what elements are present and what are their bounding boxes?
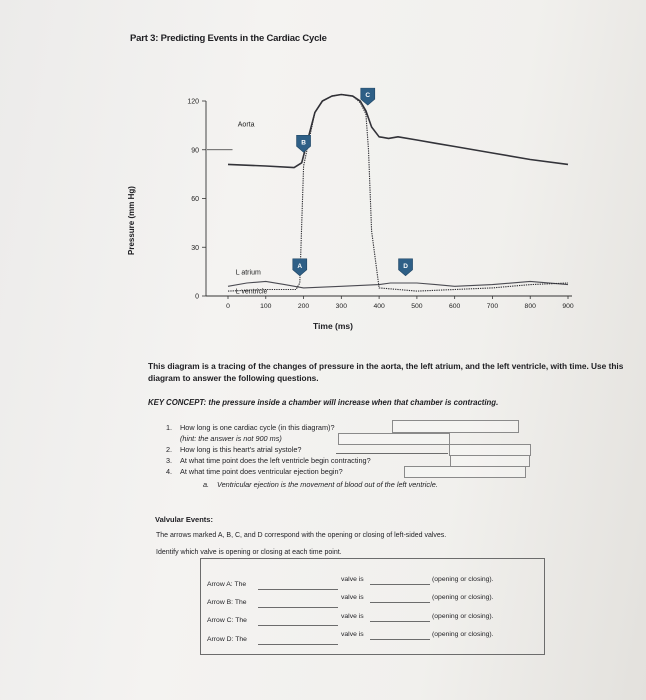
valvular-intro: The arrows marked A, B, C, and D correspond with the opening or closing of left-sided valves. xyxy=(156,532,447,539)
arrow-a-valve-line[interactable] xyxy=(258,589,338,590)
arrow-c-label: Arrow C: The xyxy=(207,617,247,624)
series-line-l-atrium xyxy=(228,281,568,288)
arrow-d-status: (opening or closing). xyxy=(432,631,494,638)
arrow-b-valve-text: valve is xyxy=(341,594,364,601)
answer-1-hint-field[interactable] xyxy=(338,433,450,445)
diagram-description: This diagram is a tracing of the changes of pressure in the aorta, the left atrium, and the left ventricle, with time. Use this diagram to answer the following questions. xyxy=(148,361,624,383)
series-line-aorta xyxy=(228,95,568,168)
arrow-a-status-line[interactable] xyxy=(370,584,430,585)
arrow-c-valve-line[interactable] xyxy=(258,625,338,626)
y-tick-label: 30 xyxy=(191,244,199,252)
y-tick-label: 60 xyxy=(191,196,199,203)
question-number: 4. xyxy=(166,467,173,476)
arrow-d-marker xyxy=(399,259,413,276)
question-number: a. xyxy=(203,480,210,489)
arrow-a-valve-text: valve is xyxy=(341,576,364,583)
question-text: Ventricular ejection is the movement of blood out of the left ventricle. xyxy=(217,480,438,489)
question-text: How long is one cardiac cycle (in this diagram)? xyxy=(180,423,335,432)
valve-answer-table xyxy=(200,558,545,655)
question-number: 2. xyxy=(166,445,173,454)
chart-series-labels xyxy=(207,122,268,296)
x-tick-label: 700 xyxy=(486,303,499,310)
question-2 xyxy=(166,445,301,454)
question-number: 3. xyxy=(166,456,173,465)
chart-axes xyxy=(187,99,574,311)
arrow-a-status: (opening or closing). xyxy=(432,576,494,583)
series-label: L ventricle xyxy=(235,288,268,296)
arrow-d-valve-text: valve is xyxy=(341,631,364,638)
arrow-marker-label: D xyxy=(403,262,408,270)
y-axis-label: Pressure (mm Hg) xyxy=(127,186,136,255)
arrow-c-status: (opening or closing). xyxy=(432,613,494,620)
valvular-instruction: Identify which valve is opening or closing at each time point. xyxy=(156,549,342,556)
arrow-marker-label: A xyxy=(297,262,303,270)
question-3 xyxy=(166,456,371,465)
answer-2-line[interactable] xyxy=(336,453,448,454)
arrow-marker-label: B xyxy=(301,139,306,147)
x-tick-label: 900 xyxy=(562,303,574,310)
series-line-l-ventricle xyxy=(228,95,568,292)
page-title: Part 3: Predicting Events in the Cardiac Cycle xyxy=(130,33,327,44)
x-tick-label: 800 xyxy=(524,303,536,310)
x-tick-label: 200 xyxy=(297,303,310,310)
chart-annotations xyxy=(293,88,413,276)
valvular-heading: Valvular Events: xyxy=(155,515,213,524)
arrow-a-label: Arrow A: The xyxy=(207,581,247,588)
x-axis-label: Time (ms) xyxy=(313,321,353,331)
answer-4-field[interactable] xyxy=(404,466,526,478)
x-tick-label: 300 xyxy=(335,303,348,310)
series-label: L atrium xyxy=(235,269,261,277)
x-tick-label: 100 xyxy=(260,303,272,310)
arrow-marker-label: C xyxy=(365,92,371,100)
y-tick-label: 0 xyxy=(195,293,199,301)
arrow-d-valve-line[interactable] xyxy=(258,644,338,645)
arrow-d-status-line[interactable] xyxy=(370,639,430,640)
arrow-a-marker xyxy=(293,259,307,276)
question-number: 1. xyxy=(166,423,173,432)
arrow-c-status-line[interactable] xyxy=(370,621,430,622)
pressure-chart xyxy=(140,80,580,320)
y-tick-label: 90 xyxy=(191,147,199,155)
question-1-hint: (hint: the answer is not 900 ms) xyxy=(180,434,282,443)
series-label: Aorta xyxy=(237,121,255,129)
arrow-c-valve-text: valve is xyxy=(341,613,364,620)
key-concept: KEY CONCEPT: the pressure inside a chamber will increase when that chamber is contracting. xyxy=(148,398,499,407)
x-tick-label: 600 xyxy=(448,303,461,310)
x-tick-label: 500 xyxy=(411,303,423,310)
answer-1-field[interactable] xyxy=(392,420,519,433)
chart-series xyxy=(228,95,568,292)
arrow-c-marker xyxy=(361,88,375,105)
question-4 xyxy=(166,467,343,476)
y-tick-label: 120 xyxy=(187,98,199,106)
question-4a-note xyxy=(203,480,438,489)
x-tick-label: 400 xyxy=(373,303,385,310)
question-text: At what time point does ventricular ejection begin? xyxy=(180,467,343,476)
arrow-b-status-line[interactable] xyxy=(370,602,430,603)
arrow-d-label: Arrow D: The xyxy=(207,636,247,643)
arrow-b-status: (opening or closing). xyxy=(432,594,494,601)
x-tick-label: 0 xyxy=(226,303,230,310)
question-1 xyxy=(166,423,335,432)
arrow-b-valve-line[interactable] xyxy=(258,607,338,608)
question-text: At what time point does the left ventricle begin contracting? xyxy=(180,456,371,465)
arrow-b-label: Arrow B: The xyxy=(207,599,247,606)
question-text: How long is this heart's atrial systole? xyxy=(180,445,302,454)
arrow-b-marker xyxy=(297,135,311,152)
